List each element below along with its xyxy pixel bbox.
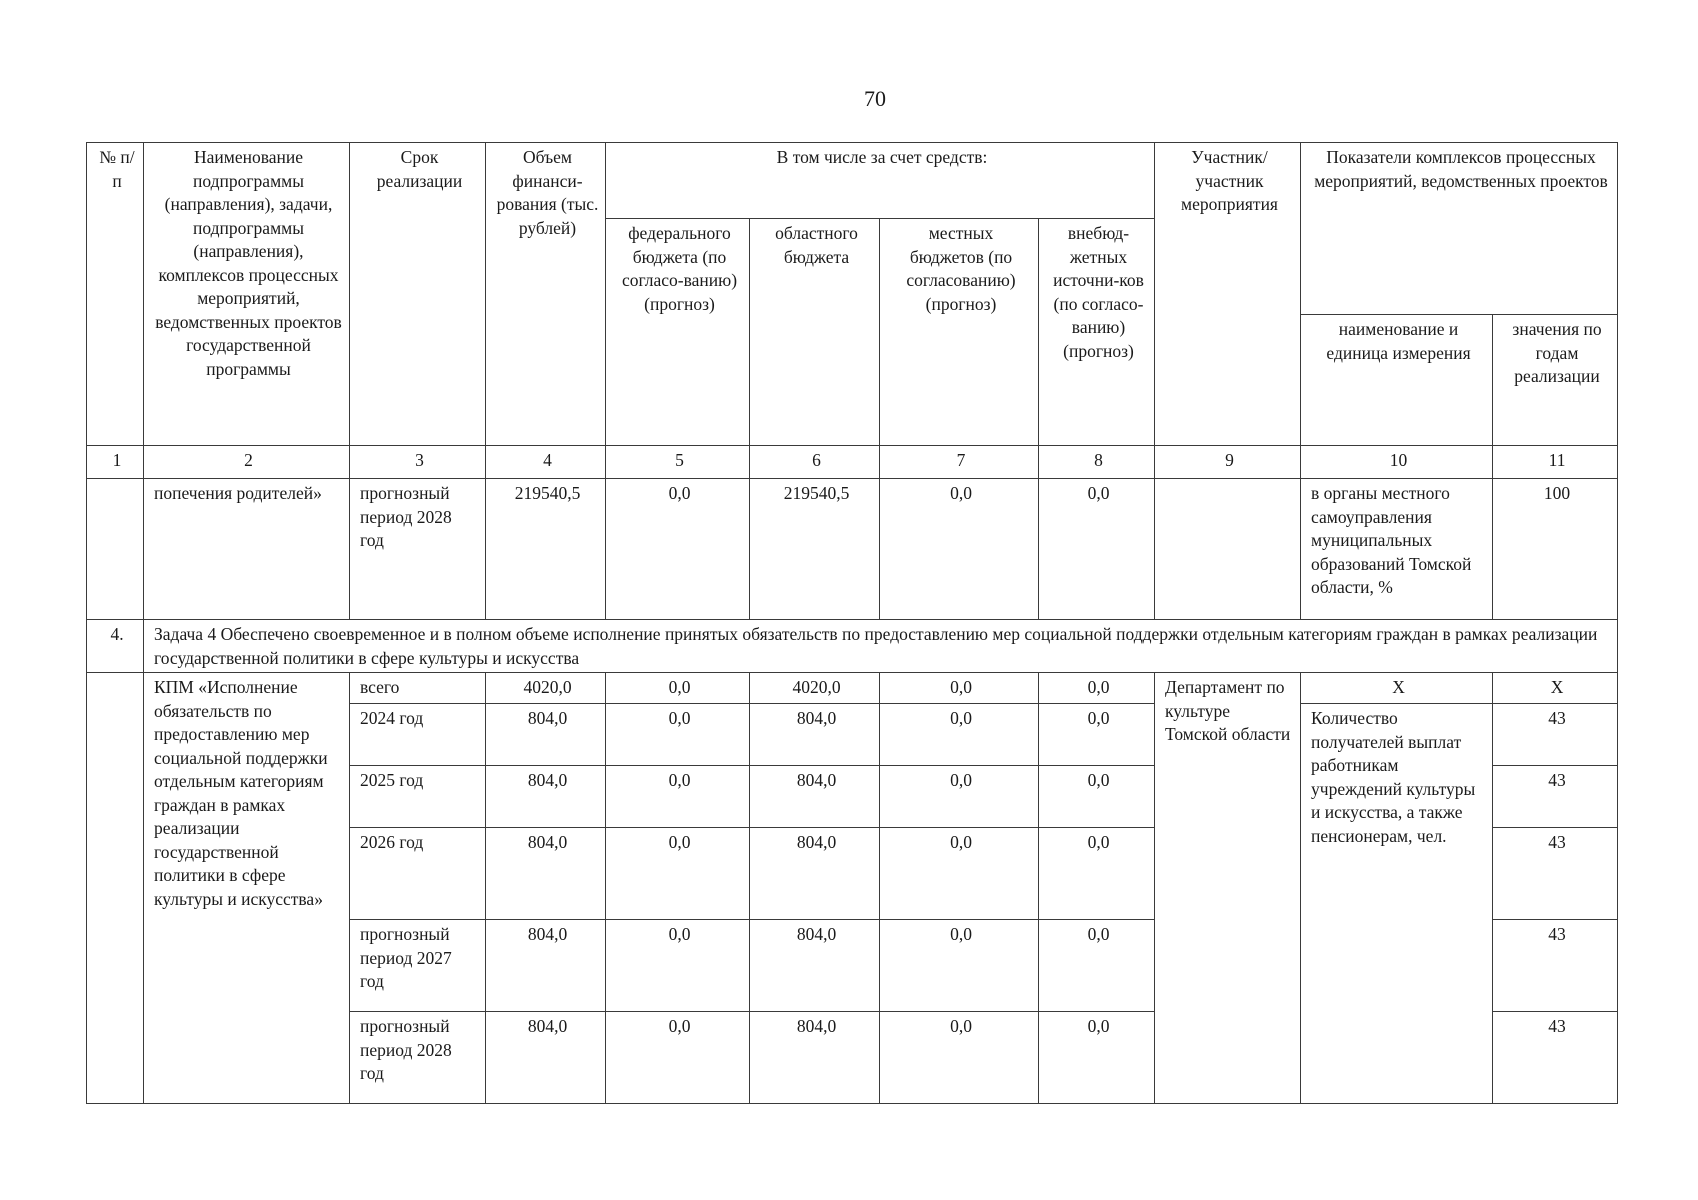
row-volume: 804,0 xyxy=(486,704,606,766)
kpm-participant: Департамент по культуре Томской области xyxy=(1155,673,1301,1104)
row-federal: 0,0 xyxy=(606,828,750,920)
row-local: 0,0 xyxy=(880,766,1039,828)
row-name: попечения родителей» xyxy=(144,479,350,620)
column-number: 11 xyxy=(1493,446,1618,479)
header-volume: Объем финанси-рования (тыс. рублей) xyxy=(486,143,606,446)
row-period: 2025 год xyxy=(350,766,486,828)
header-participant: Участник/ участник мероприятия xyxy=(1155,143,1301,446)
header-federal: федерального бюджета (по согласо-ванию) (прогноз) xyxy=(606,219,750,446)
row-regional: 804,0 xyxy=(750,766,880,828)
column-number: 5 xyxy=(606,446,750,479)
task-row xyxy=(87,620,1618,673)
column-number: 3 xyxy=(350,446,486,479)
row-offbudget: 0,0 xyxy=(1039,920,1155,1012)
row-indicator-value: 43 xyxy=(1493,828,1618,920)
row-volume: 804,0 xyxy=(486,920,606,1012)
row-indicator-value: 100 xyxy=(1493,479,1618,620)
row-indicator-name: X xyxy=(1301,673,1493,704)
row-local: 0,0 xyxy=(880,704,1039,766)
row-regional: 219540,5 xyxy=(750,479,880,620)
row-federal: 0,0 xyxy=(606,673,750,704)
row-local: 0,0 xyxy=(880,479,1039,620)
row-indicator-value: 43 xyxy=(1493,1012,1618,1104)
row-period: 2026 год xyxy=(350,828,486,920)
row-regional: 4020,0 xyxy=(750,673,880,704)
row-offbudget: 0,0 xyxy=(1039,479,1155,620)
table-row xyxy=(87,479,1618,620)
header-no: № п/п xyxy=(87,143,144,446)
row-local: 0,0 xyxy=(880,920,1039,1012)
row-offbudget: 0,0 xyxy=(1039,766,1155,828)
column-number: 2 xyxy=(144,446,350,479)
row-offbudget: 0,0 xyxy=(1039,673,1155,704)
row-federal: 0,0 xyxy=(606,1012,750,1104)
row-local: 0,0 xyxy=(880,1012,1039,1104)
row-regional: 804,0 xyxy=(750,1012,880,1104)
row-indicator-value: 43 xyxy=(1493,704,1618,766)
header-name: Наименование подпрограммы (направления), задачи, подпрограммы (направления), комплексов процессных мероприятий, ведомственных проектов государственной программы xyxy=(144,143,350,446)
program-table xyxy=(86,142,1618,1104)
row-period: всего xyxy=(350,673,486,704)
column-number: 7 xyxy=(880,446,1039,479)
row-indicator-value: 43 xyxy=(1493,920,1618,1012)
task-text: Задача 4 Обеспечено своевременное и в полном объеме исполнение принятых обязательств по предоставлению мер социальной поддержки отдельным категориям граждан в рамках реализации государственной политики в сфере культуры и искусства xyxy=(144,620,1618,673)
kpm-name: КПМ «Исполнение обязательств по предоставлению мер социальной поддержки отдельным категориям граждан в рамках реализации государственной политики в сфере культуры и искусства» xyxy=(144,673,350,1104)
row-federal: 0,0 xyxy=(606,766,750,828)
row-indicator-name: в органы местного самоуправления муниципальных образований Томской области, % xyxy=(1301,479,1493,620)
row-volume: 804,0 xyxy=(486,766,606,828)
header-indicator-name: наименование и единица измерения xyxy=(1301,315,1493,446)
row-regional: 804,0 xyxy=(750,920,880,1012)
header-regional: областного бюджета xyxy=(750,219,880,446)
row-volume: 804,0 xyxy=(486,828,606,920)
row-volume: 219540,5 xyxy=(486,479,606,620)
task-number: 4. xyxy=(87,620,144,673)
column-number: 4 xyxy=(486,446,606,479)
header-local: местных бюджетов (по согласованию) (прогноз) xyxy=(880,219,1039,446)
header-indicators: Показатели комплексов процессных мероприятий, ведомственных проектов xyxy=(1301,143,1618,315)
row-period: прогнозный период 2028 год xyxy=(350,479,486,620)
row-indicator-value: 43 xyxy=(1493,766,1618,828)
row-offbudget: 0,0 xyxy=(1039,704,1155,766)
row-regional: 804,0 xyxy=(750,828,880,920)
row-number xyxy=(87,479,144,620)
header-including: В том числе за счет средств: xyxy=(606,143,1155,219)
column-number: 8 xyxy=(1039,446,1155,479)
column-number: 9 xyxy=(1155,446,1301,479)
row-local: 0,0 xyxy=(880,673,1039,704)
row-period: прогнозный период 2028 год xyxy=(350,1012,486,1104)
header-offbudget: внебюд-жетных источни-ков (по согласо-ванию) (прогноз) xyxy=(1039,219,1155,446)
row-federal: 0,0 xyxy=(606,479,750,620)
page-number: 70 xyxy=(864,86,886,111)
row-offbudget: 0,0 xyxy=(1039,1012,1155,1104)
row-volume: 804,0 xyxy=(486,1012,606,1104)
row-local: 0,0 xyxy=(880,828,1039,920)
row-federal: 0,0 xyxy=(606,920,750,1012)
table-row xyxy=(87,673,1618,704)
row-participant xyxy=(1155,479,1301,620)
row-number xyxy=(87,673,144,1104)
header-period: Срок реализации xyxy=(350,143,486,446)
row-federal: 0,0 xyxy=(606,704,750,766)
column-numbers-row xyxy=(87,446,1618,479)
row-regional: 804,0 xyxy=(750,704,880,766)
row-indicator-value: X xyxy=(1493,673,1618,704)
header-indicator-values: значения по годам реализации xyxy=(1493,315,1618,446)
row-offbudget: 0,0 xyxy=(1039,828,1155,920)
row-period: 2024 год xyxy=(350,704,486,766)
row-period: прогнозный период 2027 год xyxy=(350,920,486,1012)
header-row xyxy=(87,143,1618,219)
row-volume: 4020,0 xyxy=(486,673,606,704)
column-number: 6 xyxy=(750,446,880,479)
column-number: 1 xyxy=(87,446,144,479)
kpm-indicator-name: Количество получателей выплат работникам учреждений культуры и искусства, а также пенсионерам, чел. xyxy=(1301,704,1493,1104)
column-number: 10 xyxy=(1301,446,1493,479)
